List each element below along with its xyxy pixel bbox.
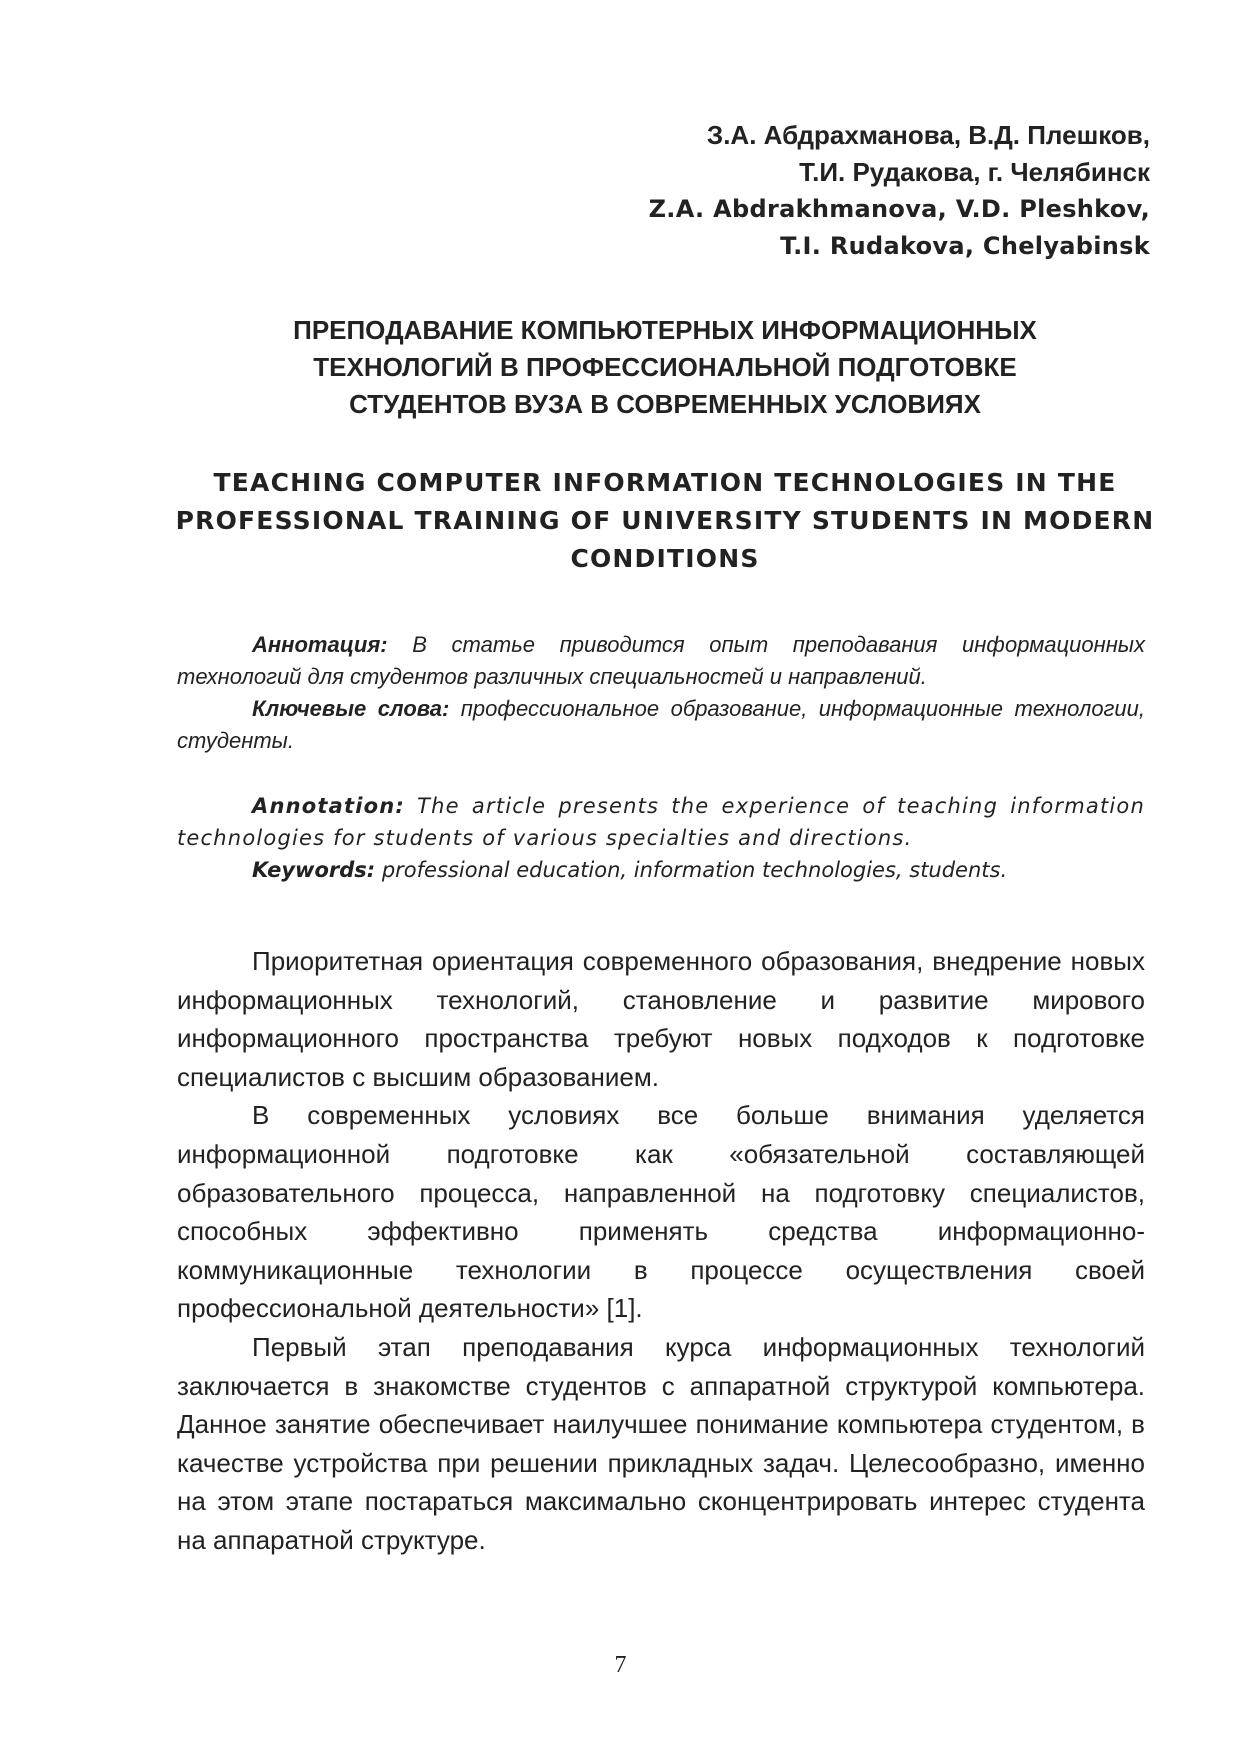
body-paragraph-2: В современных условиях все больше внимания уделяется информационной подготовке как «обязательной составляющей образовательного процесса, направленной на подготовку специалистов, способных эффективно применять средства информационно-коммуникационные технологии в процессе осуществления своей профессиональной деятельности» [1]. <box>177 1100 1145 1324</box>
authors-en-line-2: T.I. Rudakova, Chelyabinsk <box>780 232 1150 260</box>
abstract-russian <box>177 629 1145 757</box>
title-english <box>175 464 1155 578</box>
keywords-ru-text: профессиональное образование, информационные технологии, студенты. <box>177 696 1145 753</box>
title-ru-line-1: ПРЕПОДАВАНИЕ КОМПЬЮТЕРНЫХ ИНФОРМАЦИОННЫХ <box>293 315 1037 345</box>
abstract-english <box>177 790 1145 886</box>
title-russian <box>175 312 1155 423</box>
page-number: 7 <box>614 1652 627 1678</box>
authors-ru-line-2: Т.И. Рудакова, г. Челябинск <box>799 157 1150 187</box>
title-en-line-2: PROFESSIONAL TRAINING OF UNIVERSITY STUDENTS IN MODERN <box>175 506 1155 535</box>
title-ru-line-2: ТЕХНОЛОГИЙ В ПРОФЕССИОНАЛЬНОЙ ПОДГОТОВКЕ <box>313 352 1017 382</box>
body-text <box>177 942 1145 1560</box>
title-ru-line-3: СТУДЕНТОВ ВУЗА В СОВРЕМЕННЫХ УСЛОВИЯХ <box>349 389 981 419</box>
annotation-ru <box>177 629 1145 693</box>
keywords-en-label: Keywords: <box>252 858 376 882</box>
body-paragraph-3: Первый этап преподавания курса информационных технологий заключается в знакомстве студентов с аппаратной структурой компьютера. Данное занятие обеспечивает наилучшее понимание компьютера студентом, в качестве устройства при решении прикладных задач. Целесообразно, именно на этом этапе постараться максимально сконцентрировать интерес студента на аппаратной структуре. <box>177 1331 1145 1555</box>
keywords-en-text: professional education, information technologies, students. <box>375 858 1008 882</box>
title-en-line-3: CONDITIONS <box>570 544 760 573</box>
annotation-en-text: The article presents the experience of teaching information technologies for students of various specialties and directions. <box>177 794 1145 850</box>
authors-block <box>560 117 1150 265</box>
annotation-ru-text: В статье приводится опыт преподавания информационных технологий для студентов различных специальностей и направлений. <box>177 632 1145 689</box>
authors-ru-line-1: З.А. Абдрахманова, В.Д. Плешков, <box>706 120 1150 150</box>
keywords-ru <box>177 693 1145 757</box>
annotation-en <box>177 790 1145 854</box>
annotation-ru-label: Аннотация: <box>252 632 388 657</box>
body-paragraph-1: Приоритетная ориентация современного образования, внедрение новых информационных технологий, становление и развитие мирового информационного пространства требуют новых подходов к подготовке специалистов с высшим образованием. <box>177 946 1145 1092</box>
keywords-en <box>177 854 1145 886</box>
keywords-ru-label: Ключевые слова: <box>252 696 450 721</box>
annotation-en-label: Annotation: <box>252 794 406 818</box>
title-en-line-1: TEACHING COMPUTER INFORMATION TECHNOLOGIES IN THE <box>213 468 1117 497</box>
authors-en-line-1: Z.A. Abdrakhmanova, V.D. Pleshkov, <box>648 195 1150 223</box>
